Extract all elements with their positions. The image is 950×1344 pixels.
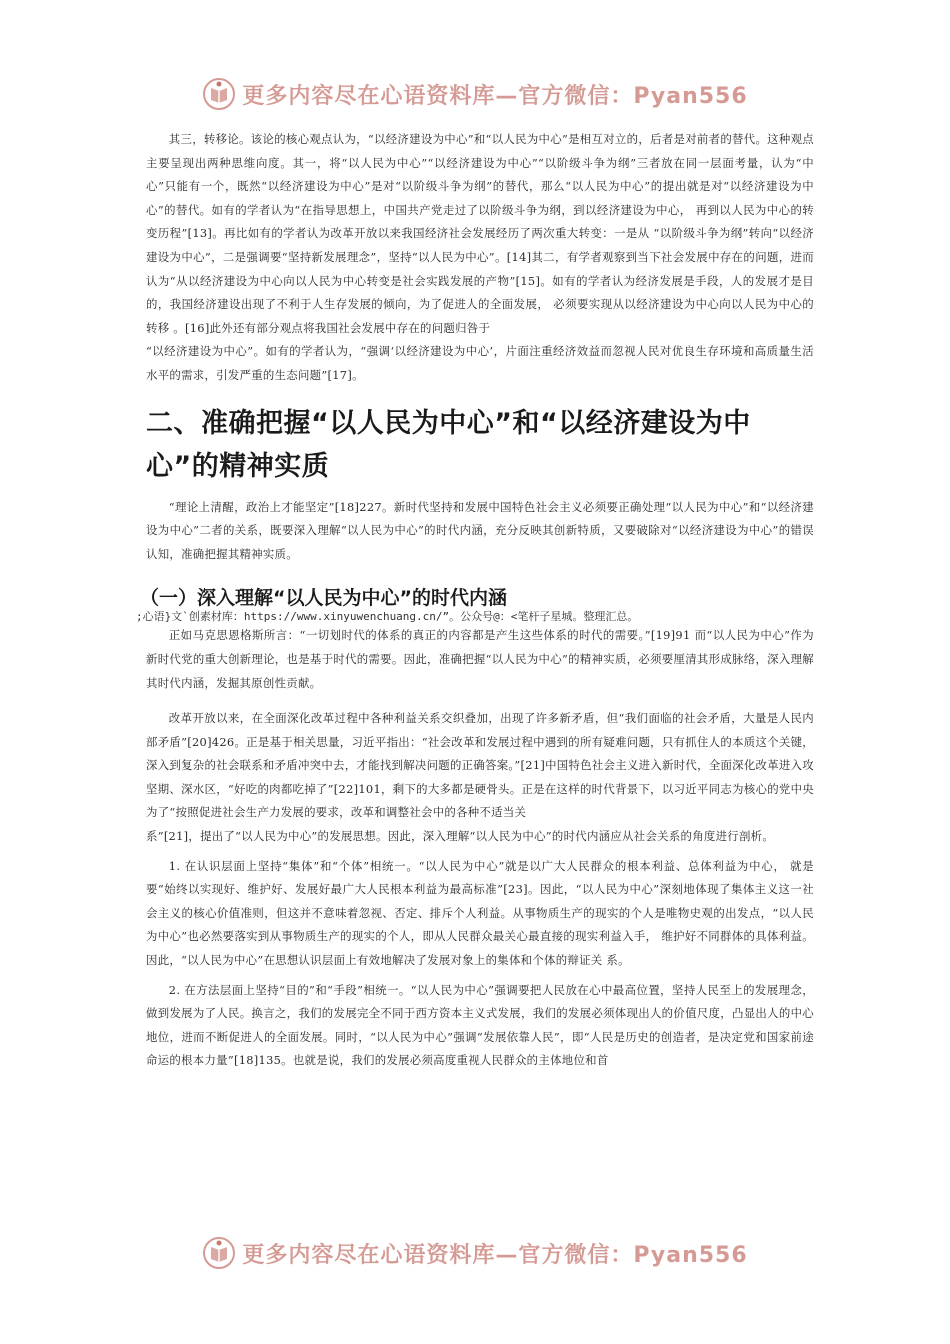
banner-text: 更多内容尽在心语资料库—官方微信：Pyan556 — [242, 83, 748, 109]
footer-banner — [0, 1233, 950, 1273]
watermark-line: ;心语}文`创素材库：https://www.xinyuwenchuang.cn/”。公众号@：<笔杆子星城。整理汇总。 — [136, 610, 639, 624]
paragraph-continuation: 系”[21]，提出了“以人民为中心”的发展思想。因此，深入理解“以人民为中心”的时代内涵应从社会关系的角度进行剖析。 — [146, 829, 775, 844]
section-heading: 二、准确把握“以人民为中心”和“以经济建设为中心”的精神实质 — [146, 407, 751, 482]
paragraph: 2. 在方法层面上坚持“目的”和“手段”相统一。“以人民为中心”强调要把人民放在心中最高位置，坚持人民至上的发展理念，做到发展为了人民。换言之，我们的发展完全不同于西方资本主义式发展，我们的发展必须体现出人的价值尺度，凸显出人的中心地位，进而不断促进人的全面发展。同时，“以人民为中心”强调“发展依靠人民”，即“人民是历史的创造者，是决定党和国家前途命运的根本力量”[18]135。也就是说，我们的发展必须高度重视人民群众的主体地位和首 — [146, 982, 814, 1068]
subsection-heading: （一）深入理解“以人民为中心”的时代内涵 — [140, 587, 507, 610]
section-intro-paragraph: “理论上清醒，政治上才能坚定”[18]227。新时代坚持和发展中国特色社会主义必须要正确处理“以人民为中心”和“以经济建设为中心”二者的关系，既要深入理解“以人民为中心”的时代内涵，充分反映其创新特质，又要破除对“以经济建设为中心”的错误认知，准确把握其精神实质。 — [146, 499, 814, 561]
paragraph: 改革开放以来，在全面深化改革过程中各种利益关系交织叠加，出现了许多新矛盾，但“我们面临的社会矛盾，大量是人民内部矛盾”[20]426。正是基于相关思量，习近平指出：“社会改革和发展过程中遇到的所有疑难问题，只有抓住人的本质这个关键，深入到复杂的社会联系和矛盾冲突中去，才能找到解决问题的正确答案。”[21]中国特色社会主义进入新时代，全面深化改革进入攻坚期、深水区，“好吃的肉都吃掉了”[22]101，剩下的大多都是硬骨头。正是在这样的时代背景下，以习近平同志为核心的党中央为了“按照促进社会生产力发展的要求，改革和调整社会中的各种不适当关 — [146, 711, 814, 820]
banner-text: 更多内容尽在心语资料库—官方微信：Pyan556 — [242, 1242, 748, 1268]
paragraph: 1. 在认识层面上坚持“集体”和“个体”相统一。“以人民为中心”就是以广大人民群众的根本利益、总体利益为中心， 就是要“始终以实现好、维护好、发展好最广大人民根本利益为最高标准”[23]。因此，“以人民为中心”深刻地体现了集体主义这一社会主义的核心价值准则，但这并不意味着忽视、否定、排斥个人利益。从事物质生产的现实的个人是唯物史观的出发点，“以人民为中心”也必然要落实到从事物质生产的现实的个人，即从人民群众最关心最直接的现实利益入手， 维护好不同群体的具体利益。因此，“以人民为中心”在思想认识层面上有效地解决了发展对象上的集体和个体的辩证关 系。 — [146, 858, 814, 968]
book-logo-icon — [202, 1236, 236, 1270]
paragraph: 其三，转移论。该论的核心观点认为，“以经济建设为中心”和“以人民为中心”是相互对立的，后者是对前者的替代。这种观点主要呈现出两种思维向度。其一，将“以人民为中心”“以经济建设为中心”“以阶级斗争为纲”三者放在同一层面考量，认为“中心”只能有一个，既然“以经济建设为中心”是对“以阶级斗争为纲”的替代，那么“以人民为中心”的提出就是对“以经济建设为中心”的替代。如有的学者认为“在指导思想上，中国共产党走过了以阶级斗争为纲，到以经济建设为中心， 再到以人民为中心的转变历程”[13]。再比如有的学者认为改革开放以来我国经济社会发展经历了两次重大转变：一是从 “以阶级斗争为纲”转向“以经济建设为中心”，二是强调要“坚持新发展理念”，坚持“以人民为中心”。[14]其二，有学者观察到当下社会发展中存在的问题，进而认为“从以经济建设为中心向以人民为中心转变是社会实践发展的产物”[15]。如有的学者认为经济发展是手段，人的发展才是目的，我国经济建设出现了不利于人生存发展的倾向，为了促进人的全面发展， 必须要实现从以经济建设为中心向以人民为中心的转移 。[16]此外还有部分观点将我国社会发展中存在的问题归咎于 — [146, 132, 814, 335]
header-banner — [0, 74, 950, 114]
book-logo-icon — [202, 77, 236, 111]
paragraph: 正如马克思恩格斯所言：“一切划时代的体系的真正的内容都是产生这些体系的时代的需要。”[19]91 而“以人民为中心”作为新时代党的重大创新理论，也是基于时代的需要。因此，准确把握“以人民为中心”的精神实质，必须要厘清其形成脉络，深入理解其时代内涵，发掘其原创性贡献。 — [146, 628, 814, 690]
paragraph-continuation: “以经济建设为中心”。如有的学者认为，“强调‘以经济建设为中心’，片面注重经济效益而忽视人民对优良生存环境和高质量生活水平的需求，引发严重的生态问题”[17]。 — [146, 344, 814, 382]
page-body — [136, 128, 814, 1073]
